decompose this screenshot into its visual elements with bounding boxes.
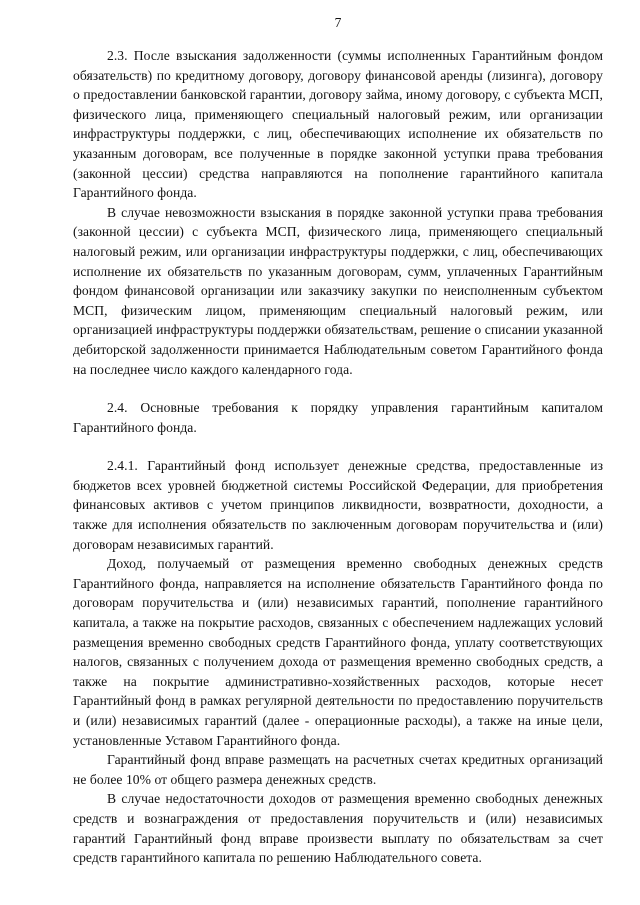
paragraph-2-4: 2.4. Основные требования к порядку управления гарантийным капиталом Гарантийного фонда. [73, 400, 603, 435]
paragraph-bank-accounts: Гарантийный фонд вправе размещать на расчетных счетах кредитных организаций не более 10% от общего размера денежных средств. [73, 752, 603, 787]
paragraph-write-off: В случае невозможности взыскания в порядке законной уступки права требования (законной цессии) с субъекта МСП, физического лица, применяющего специальный налоговый режим, или организации инфраструктуры поддержки, с лиц, обеспечивающих исполнение их обязательств по указанным договорам, сумм, уплаченных Гарантийным фондом финансовой организации или заказчику закупки по неисполненным субъектом МСП, физическим лицом, применяющим специальный налоговый режим, или организацией инфраструктуры поддержки обязательствам, решение о списании указанной дебиторской задолженности принимается Наблюдательным советом Гарантийного фонда на последнее число каждого календарного года. [73, 204, 603, 377]
paragraph-income: Доход, получаемый от размещения временно свободных денежных средств Гарантийного фонда, направляется на исполнение обязательств Гарантийного фонда по договорам поручительства и (или) независимых гарантий, пополнение гарантийного капитала, а также на покрытие расходов, связанных с обеспечением надлежащих условий размещения временно свободных средств Гарантийного фонда, уплату соответствующих налогов, связанных с получением дохода от размещения временно свободных средств, а также на покрытие административно-хозяйственных расходов, которые несет Гарантийный фонд в рамках регулярной деятельности по предоставлению поручительств и (или) независимых гарантий (далее - операционные расходы), а также на иные цели, установленные Уставом Гарантийного фонда. [73, 556, 603, 748]
paragraph-gap [73, 437, 603, 456]
paragraph-2-3: 2.3. После взыскания задолженности (суммы исполненных Гарантийным фондом обязательств) по кредитному договору, договору финансовой аренды (лизинга), договору о предоставлении банковской гарантии, договору займа, иному договору, с субъекта МСП, физического лица, применяющего специальный налоговый режим, или организации инфраструктуры поддержки, с лиц, обеспечивающих исполнение их обязательств по указанным договорам, все полученные в порядке законной уступки права требования (законной цессии) средства направляются на пополнение гарантийного капитала Гарантийного фонда. [73, 48, 603, 201]
page-number: 7 [334, 15, 342, 30]
document-page [73, 14, 603, 868]
paragraph-2-4-1: 2.4.1. Гарантийный фонд использует денежные средства, предоставленные из бюджетов всех уровней бюджетной системы Российской Федерации, для приобретения финансовых активов с учетом принципов ликвидности, возвратности, доходности, а также для исполнения обязательств по заключенным договорам поручительства и (или) договорам независимых гарантий. [73, 458, 603, 552]
paragraph-gap [73, 379, 603, 398]
paragraph-insufficient-income: В случае недостаточности доходов от размещения временно свободных денежных средств и вознаграждения от предоставления поручительств и (или) независимых гарантий Гарантийный фонд вправе произвести выплату по обязательствам за счет средств гарантийного капитала по решению Наблюдательного совета. [73, 791, 603, 866]
